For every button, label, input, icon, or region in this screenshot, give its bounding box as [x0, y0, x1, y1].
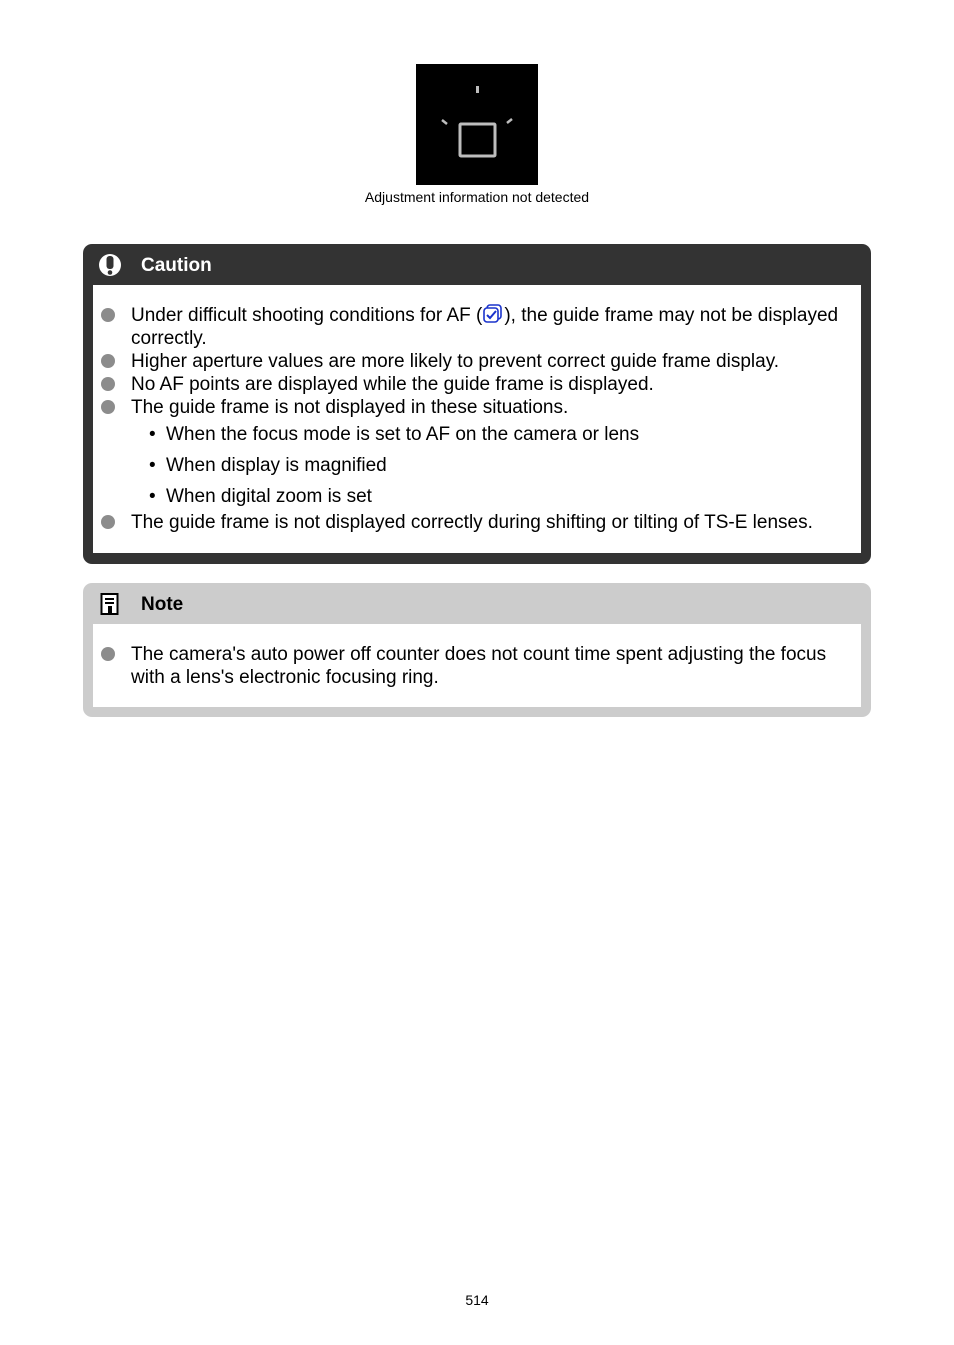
sub-bullet: •	[149, 455, 156, 476]
bullet-dot	[101, 647, 115, 661]
note-item-text: The camera's auto power off counter does not count time spent adjusting the focus with a lens's electronic focusing ring.	[131, 644, 827, 688]
note-box	[83, 583, 871, 717]
bullet-dot	[101, 354, 115, 368]
caution-item-text: Under difficult shooting conditions for AF ( ), the guide frame may not be displayed correctly.	[131, 305, 839, 349]
guide-frame-square	[460, 124, 495, 156]
caution-subitem: • When digital zoom is set	[149, 486, 372, 507]
caution-box	[83, 244, 871, 564]
caution-body	[93, 285, 861, 553]
exclamation-icon	[98, 253, 122, 277]
note-header	[83, 583, 871, 624]
bullet-dot	[101, 308, 115, 322]
caution-item-text: Higher aperture values are more likely to prevent correct guide frame display.	[131, 351, 780, 372]
caution-item-text: The guide frame is not displayed correctly during shifting or tilting of TS-E lenses.	[131, 512, 813, 533]
bullet-dot	[101, 515, 115, 529]
caution-item-text: The guide frame is not displayed in these situations.	[131, 397, 569, 418]
guide-mark-top	[476, 86, 479, 93]
sub-bullet: •	[149, 424, 156, 445]
guide-frame-graphic	[416, 64, 538, 185]
figure-caption: Adjustment information not detected	[364, 189, 590, 205]
guide-mark-right	[507, 119, 512, 123]
caution-header	[83, 244, 871, 285]
caution-item-text: No AF points are displayed while the guide frame is displayed.	[131, 374, 654, 395]
guide-frame-image	[416, 64, 538, 185]
caution-subitem: • When display is magnified	[149, 455, 387, 476]
page-link-icon[interactable]	[482, 304, 504, 324]
memo-icon	[98, 592, 122, 616]
sub-bullet: •	[149, 486, 156, 507]
caution-subitem: • When the focus mode is set to AF on the camera or lens	[149, 424, 640, 445]
caution-title: Caution	[141, 255, 212, 276]
page-number: 514	[465, 1292, 489, 1308]
bullet-dot	[101, 377, 115, 391]
note-body	[93, 624, 861, 707]
bullet-dot	[101, 400, 115, 414]
guide-mark-left	[442, 120, 447, 124]
note-title: Note	[141, 594, 184, 615]
